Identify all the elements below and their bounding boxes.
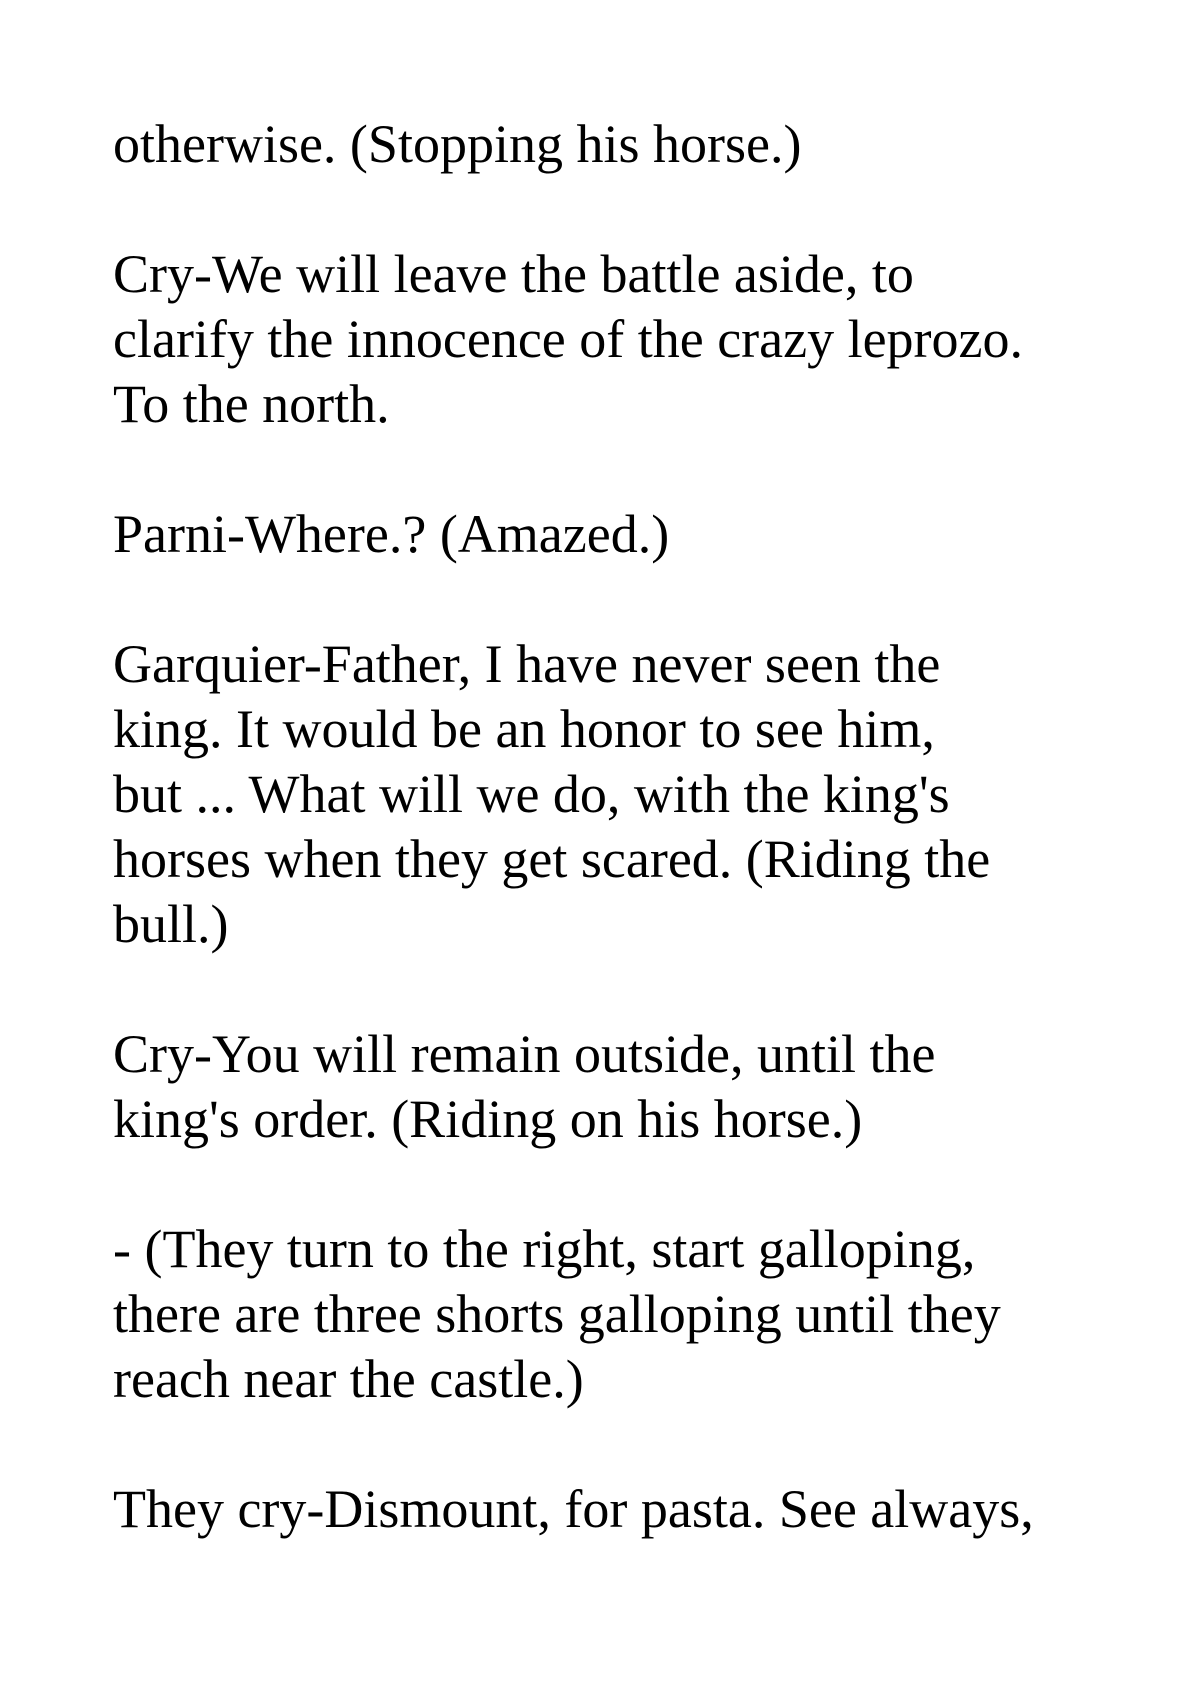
text-line: bull.): [113, 894, 229, 954]
paragraph-cry-north: [113, 242, 1113, 437]
text-line: Garquier-Father, I have never seen the: [113, 634, 941, 694]
text-line: reach near the castle.): [113, 1349, 584, 1409]
text-line: Cry-We will leave the battle aside, to: [113, 244, 914, 304]
text-line: king's order. (Riding on his horse.): [113, 1089, 863, 1149]
text-line: To the north.: [113, 374, 390, 434]
text-line: horses when they get scared. (Riding the: [113, 829, 991, 889]
text-line: Cry-You will remain outside, until the: [113, 1024, 936, 1084]
text-line: but ... What will we do, with the king's: [113, 764, 950, 824]
text-line: king. It would be an honor to see him,: [113, 699, 935, 759]
document-page: [113, 112, 1113, 1607]
paragraph-they-cry: [113, 1477, 1113, 1542]
paragraph-cry-outside: [113, 1022, 1113, 1152]
paragraph-stage-direction: [113, 1217, 1113, 1412]
text-line: - (They turn to the right, start galloping,: [113, 1219, 976, 1279]
paragraph-parni: [113, 502, 1113, 567]
paragraph-stopping-horse: [113, 112, 1113, 177]
paragraph-garquier: [113, 632, 1113, 957]
text-line: They cry-Dismount, for pasta. See always,: [113, 1479, 1034, 1539]
text-line: clarify the innocence of the crazy leprozo.: [113, 309, 1024, 369]
text-line: otherwise. (Stopping his horse.): [113, 114, 802, 174]
text-line: there are three shorts galloping until they: [113, 1284, 1001, 1344]
text-line: Parni-Where.? (Amazed.): [113, 504, 670, 564]
